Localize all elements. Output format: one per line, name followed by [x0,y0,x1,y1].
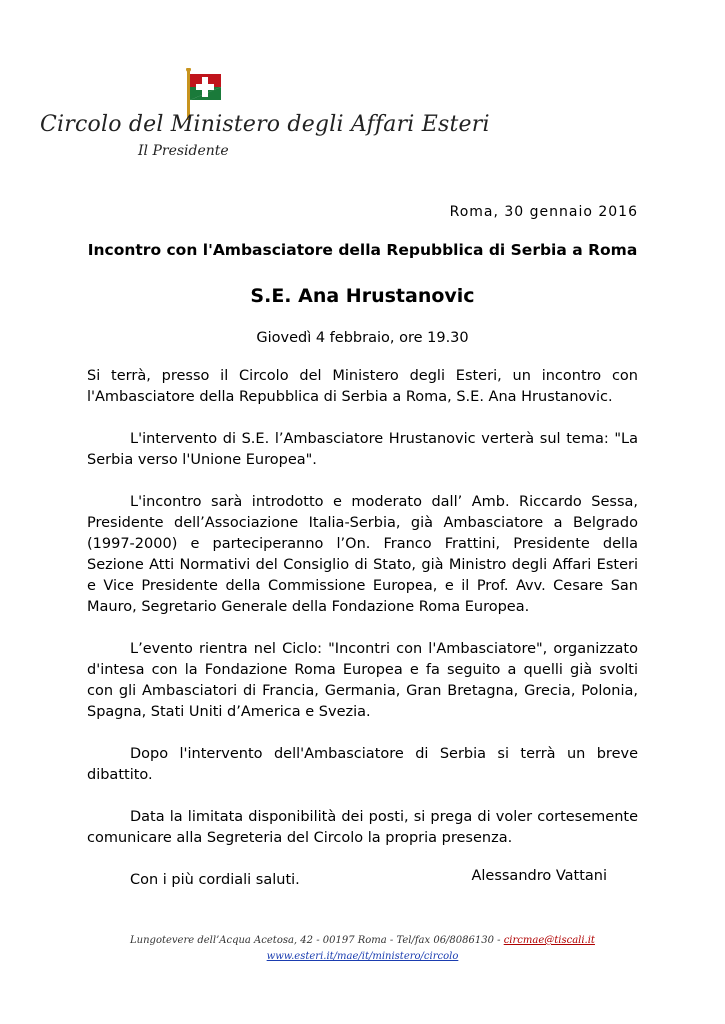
organization-name: Circolo del Ministero degli Affari Esteri [40,112,490,137]
event-datetime: Giovedì 4 febbraio, ore 19.30 [256,330,469,346]
body-paragraph: L'intervento di S.E. l’Ambasciatore Hrustanovic verterà sul tema: "La Serbia verso l'Unione Europea". [87,431,638,468]
footer-website-link[interactable]: www.esteri.it/mae/it/ministero/circolo [266,951,459,962]
closing-paragraph: Con i più cordiali saluti. [130,872,300,888]
footer-address [0,935,725,946]
footer-address-text: Lungotevere dell’Acqua Acetosa, 42 - 00197 Roma - Tel/fax 06/8086130 - [130,935,504,946]
body-paragraph: L'incontro sarà introdotto e moderato dall’ Amb. Riccardo Sessa, Presidente dell’Associazione Italia-Serbia, già Ambasciatore a Belgrado (1997-2000) e parteciperanno l’On. Franco Frattini, Presidente della Sezione Atti Normativi del Consiglio di Stato, già Ministro degli Affari Esteri e Vice Presidente della Commissione Europea, e il Prof. Avv. Cesare San Mauro, Segretario Generale della Fondazione Roma Europea. [87,494,638,615]
footer-email-link[interactable]: circmae@tiscali.it [503,935,595,946]
body-paragraph: Si terrà, presso il Circolo del Ministero degli Esteri, un incontro con l'Ambasciatore della Repubblica di Serbia a Roma, S.E. Ana Hrustanovic. [87,368,638,405]
body-paragraph: Dopo l'intervento dell'Ambasciatore di Serbia si terrà un breve dibattito. [87,746,638,783]
letter-body [87,366,638,912]
organization-role: Il Presidente [138,143,229,159]
letter-headline: Incontro con l'Ambasciatore della Repubblica di Serbia a Roma [87,241,638,259]
signature-name: Alessandro Vattani [471,868,607,884]
letter-date: Roma, 30 gennaio 2016 [449,204,638,220]
body-paragraph: Data la limitata disponibilità dei posti, si prega di voler cortesemente comunicare alla Segreteria del Circolo la propria presenza. [87,809,638,846]
ambassador-name: S.E. Ana Hrustanovic [250,285,475,307]
body-paragraph: L’evento rientra nel Ciclo: "Incontri con l'Ambasciatore", organizzato d'intesa con la Fondazione Roma Europea e fa seguito a quelli già svolti con gli Ambasciatori di Francia, Germania, Gran Bretagna, Grecia, Polonia, Spagna, Stati Uniti d’America e Svezia. [87,641,638,720]
